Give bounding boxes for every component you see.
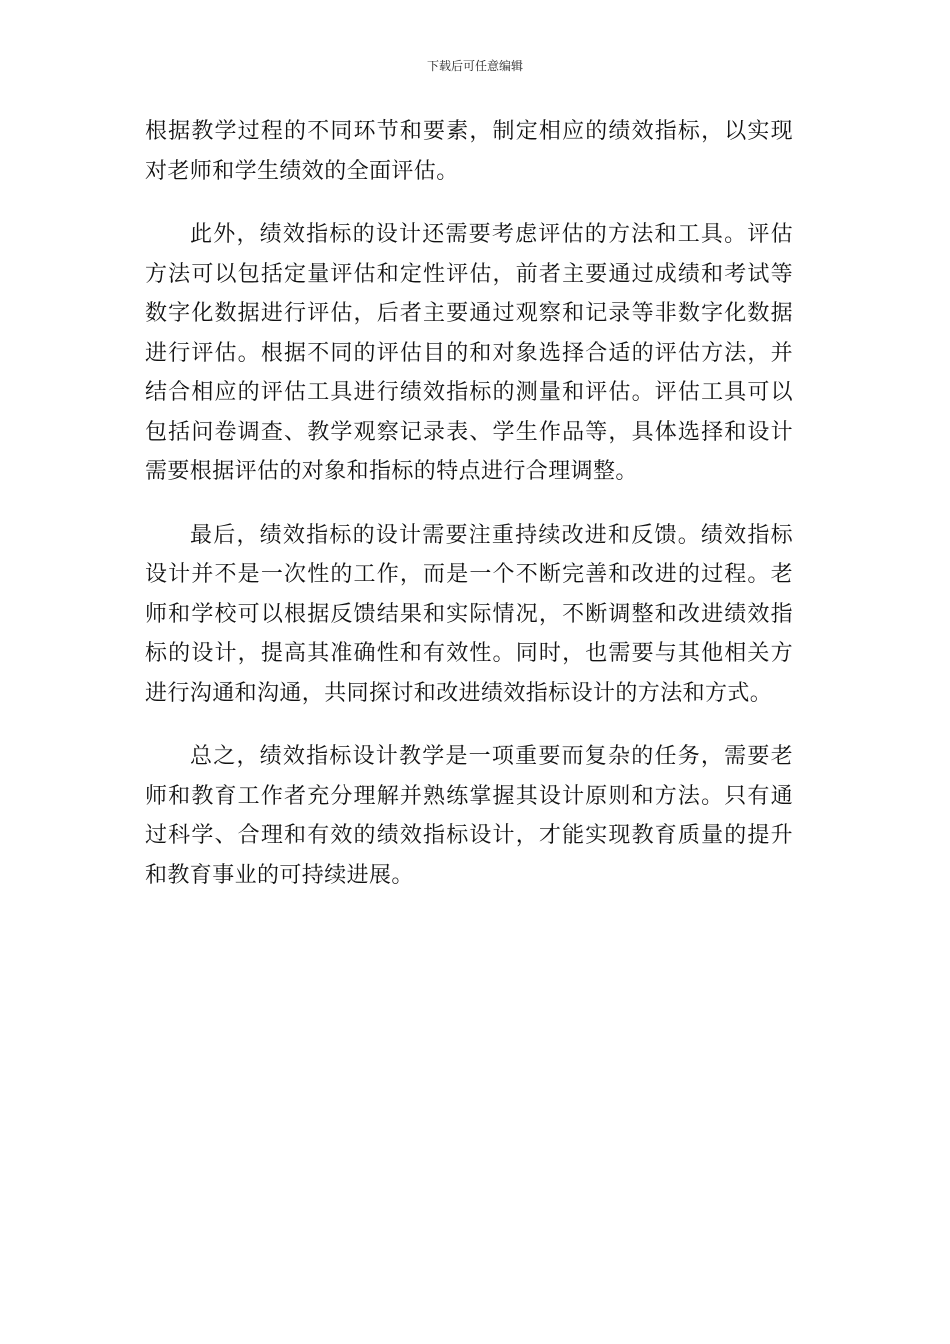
paragraph-continuation: 根据教学过程的不同环节和要素，制定相应的绩效指标，以实现对老师和学生绩效的全面评估。 (145, 119, 793, 184)
document-body (145, 112, 793, 919)
paragraph-continuous-improvement: 最后，绩效指标的设计需要注重持续改进和反馈。绩效指标设计并不是一次性的工作，而是一个不断完善和改进的过程。老师和学校可以根据反馈结果和实际情况，不断调整和改进绩效指标的设计，提高其准确性和有效性。同时，也需要与其他相关方进行沟通和沟通，共同探讨和改进绩效指标设计的方法和方式。 (145, 522, 793, 706)
paragraph-conclusion: 总之，绩效指标设计教学是一项重要而复杂的任务，需要老师和教育工作者充分理解并熟练掌握其设计原则和方法。只有通过科学、合理和有效的绩效指标设计，才能实现教育质量的提升和教育事业的可持续进展。 (145, 744, 793, 888)
page-header-note: 下载后可任意编辑 (426, 59, 523, 73)
paragraph-evaluation-methods: 此外，绩效指标的设计还需要考虑评估的方法和工具。评估方法可以包括定量评估和定性评估，前者主要通过成绩和考试等数字化数据进行评估，后者主要通过观察和记录等非数字化数据进行评估。根据不同的评估目的和对象选择合适的评估方法，并结合相应的评估工具进行绩效指标的测量和评估。评估工具可以包括问卷调查、教学观察记录表、学生作品等，具体选择和设计需要根据评估的对象和指标的特点进行合理调整。 (145, 222, 793, 484)
